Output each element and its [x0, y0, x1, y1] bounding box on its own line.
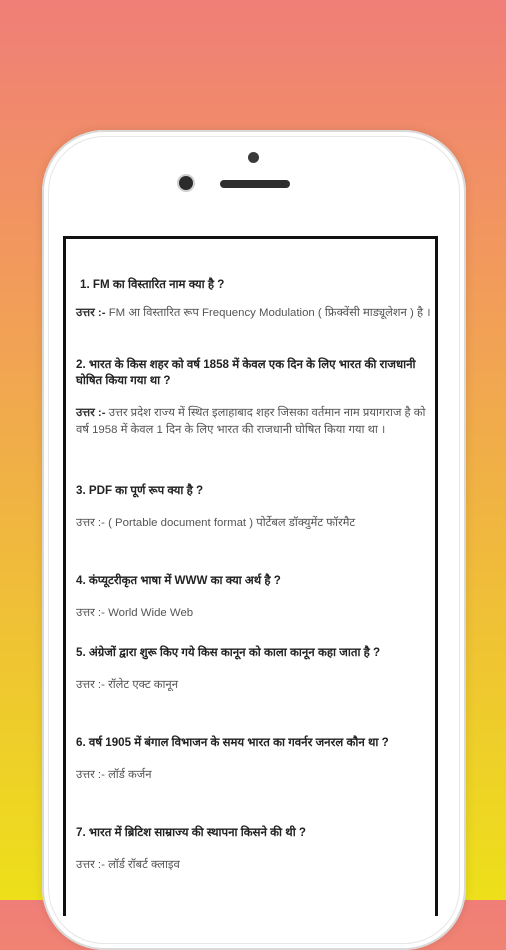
answer-4: [76, 605, 431, 622]
answer-text-3: ( Portable document format ) पोर्टेबल डॉक्युमेंट फॉरमैट: [108, 517, 356, 529]
front-camera: [179, 176, 193, 190]
qa-item-1: [76, 277, 431, 322]
answer-2: [76, 405, 431, 439]
answer-label-3: उत्तर :-: [76, 517, 105, 529]
answer-7: [76, 857, 431, 874]
qa-item-5: [76, 645, 431, 694]
phone-screen[interactable]: [63, 236, 438, 916]
answer-3: [76, 515, 431, 532]
answer-label-2: उत्तर :-: [76, 407, 106, 419]
question-1: 1. FM का विस्तारित नाम क्या है ?: [80, 278, 225, 291]
question-3: 3. PDF का पूर्ण रूप क्या है ?: [76, 484, 204, 497]
answer-text-5: रॉलेट एक्ट कानून: [108, 679, 179, 691]
sensor-dot: [248, 152, 259, 163]
answer-label-6: उत्तर :-: [76, 769, 105, 781]
answer-text-6: लॉर्ड कर्जन: [108, 769, 152, 781]
qa-item-6: [76, 735, 431, 784]
answer-text-2: उत्तर प्रदेश राज्य में स्थित इलाहाबाद शहर जिसका वर्तमान नाम प्रयागराज है को वर्ष 1958 में केवल 1 दिन के लिए भारत की राजधानी घोषित किया गया था ।: [76, 407, 426, 436]
answer-label-5: उत्तर :-: [76, 679, 105, 691]
qa-item-7: [76, 825, 431, 874]
question-5: 5. अंग्रेजों द्वारा शुरू किए गये किस कानून को काला कानून कहा जाता है ?: [76, 646, 381, 659]
answer-text-4: World Wide Web: [108, 607, 194, 619]
answer-6: [76, 767, 431, 784]
answer-label-1: उत्तर :-: [76, 307, 106, 319]
earpiece-speaker: [220, 180, 290, 188]
answer-text-1: FM आ विस्तारित रूप Frequency Modulation ( फ्रिक्वेंसी माड्यूलेशन ) है ।: [108, 307, 431, 319]
answer-text-7: लॉर्ड रॉबर्ट क्लाइव: [108, 859, 180, 871]
question-7: 7. भारत में ब्रिटिश साम्राज्य की स्थापना किसने की थी ?: [76, 826, 306, 839]
answer-1: [76, 305, 431, 322]
qa-item-2: [76, 357, 431, 439]
question-4: 4. कंप्यूटरीकृत भाषा में WWW का क्या अर्थ है ?: [76, 574, 281, 587]
question-6: 6. वर्ष 1905 में बंगाल विभाजन के समय भारत का गवर्नर जनरल कौन था ?: [76, 736, 389, 749]
answer-label-4: उत्तर :-: [76, 607, 105, 619]
answer-5: [76, 677, 431, 694]
answer-label-7: उत्तर :-: [76, 859, 105, 871]
qa-item-3: [76, 483, 431, 532]
qa-item-4: [76, 573, 431, 622]
question-2: 2. भारत के किस शहर को वर्ष 1858 में केवल एक दिन के लिए भारत की राजधानी घोषित किया गया था ?: [76, 358, 416, 387]
